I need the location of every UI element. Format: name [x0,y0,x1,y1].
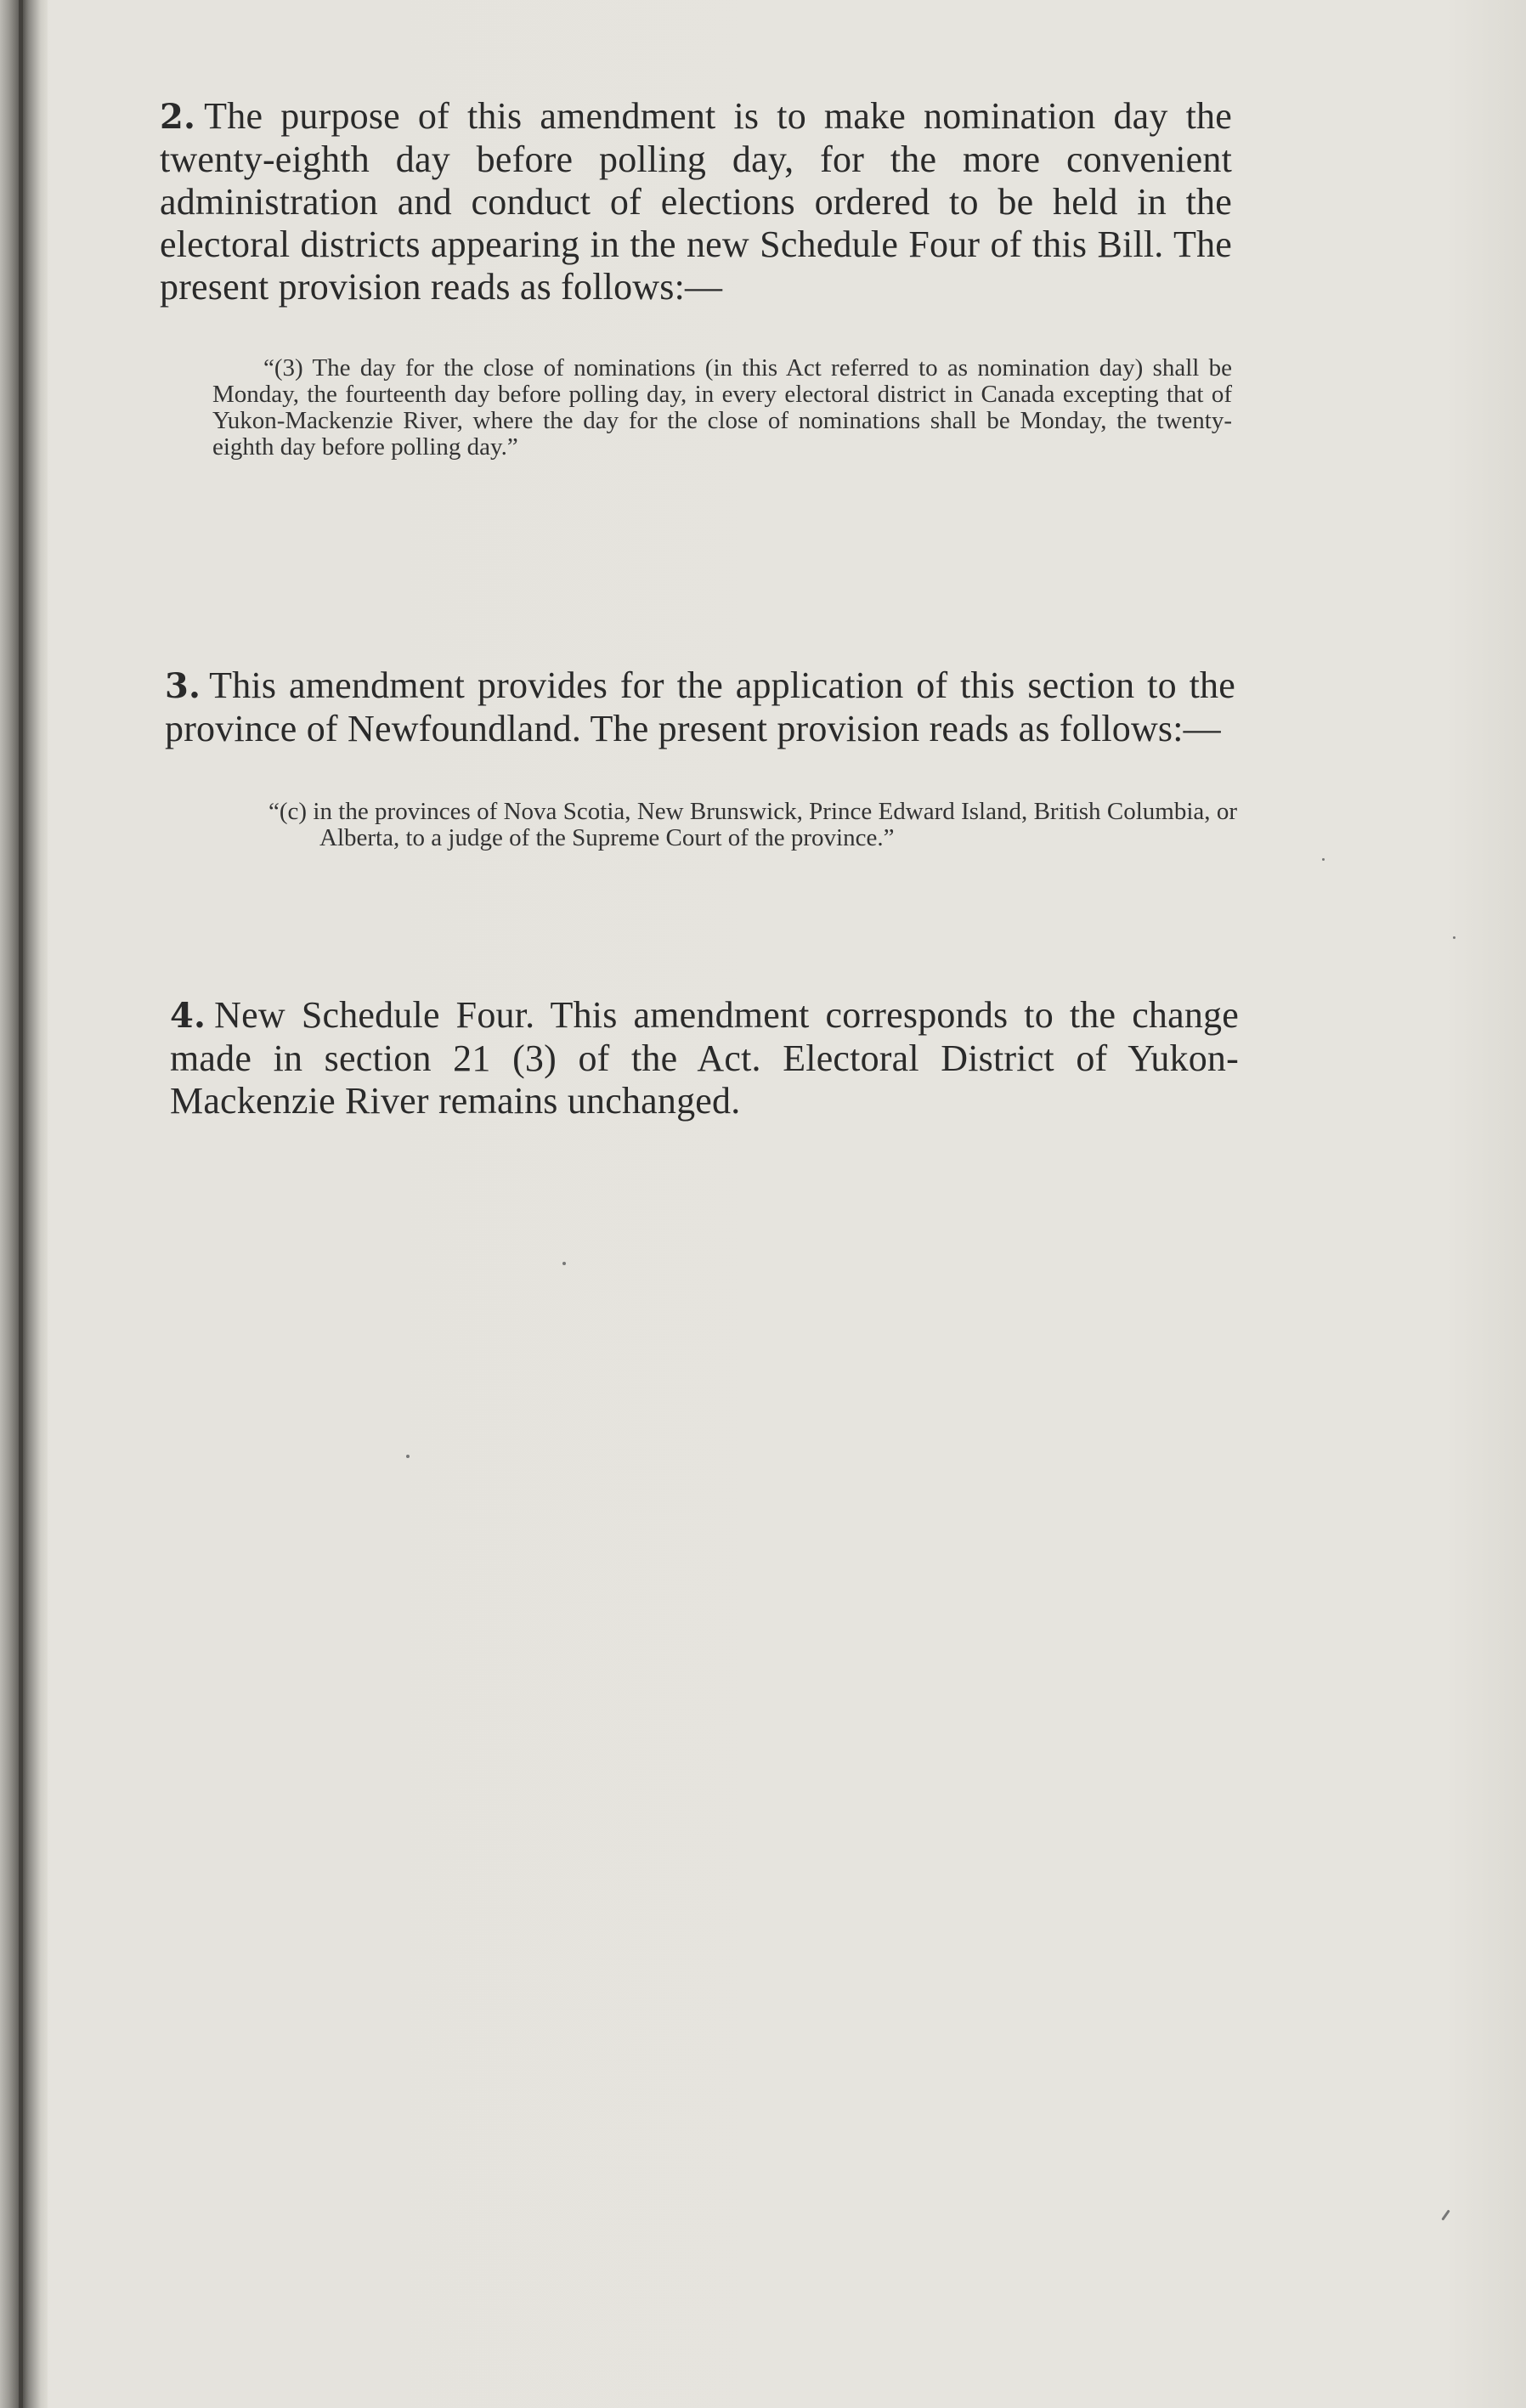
page-binding-edge [0,0,48,2408]
section-2-quote: “(3) The day for the close of nominations (in this Act referred to as nomination day) shall be Monday, the fourteenth day before polling day, in every electoral district in Canada excepting that of Yukon-Mackenzie River, where the day for the close of nominations shall be Monday, the twenty-eighth day before polling day.” [212,354,1232,461]
section-3-text: This amendment provides for the application of this section to the province of Newfoundland. The present provision reads as follows:— [165,664,1235,749]
paper-speck [1453,936,1455,939]
section-3-quote-block [268,799,1237,851]
binding-line [19,0,23,2408]
section-2-text: The purpose of this amendment is to make nomination day the twenty-eighth day before polling day, for the more convenient administration and conduct of elections ordered to be held in the electoral districts appearing in the new Schedule Four of this Bill. The present provision reads as follows:— [160,95,1232,308]
paper-speck [1441,2209,1450,2220]
section-2-number: 2. [160,97,196,137]
section-4 [170,994,1239,1122]
paper-speck [562,1262,566,1265]
section-3-quote: “(c) in the provinces of Nova Scotia, New Brunswick, Prince Edward Island, British Columbia, or Alberta, to a judge of the Supreme Court of the province.” [268,798,1237,851]
section-4-number: 4. [170,996,206,1036]
section-4-paragraph [170,994,1239,1122]
section-3-number: 3. [165,666,201,706]
section-4-text: New Schedule Four. This amendment corresponds to the change made in section 21 (3) of the Act. Electoral District of Yukon-Mackenzie River remains unchanged. [170,994,1239,1122]
paper-speck [406,1455,410,1458]
section-2-quote-block [212,355,1232,461]
paper-speck [1322,858,1325,861]
section-2 [160,95,1232,308]
section-3-paragraph [165,664,1235,750]
section-3 [165,664,1235,750]
section-2-paragraph [160,95,1232,308]
